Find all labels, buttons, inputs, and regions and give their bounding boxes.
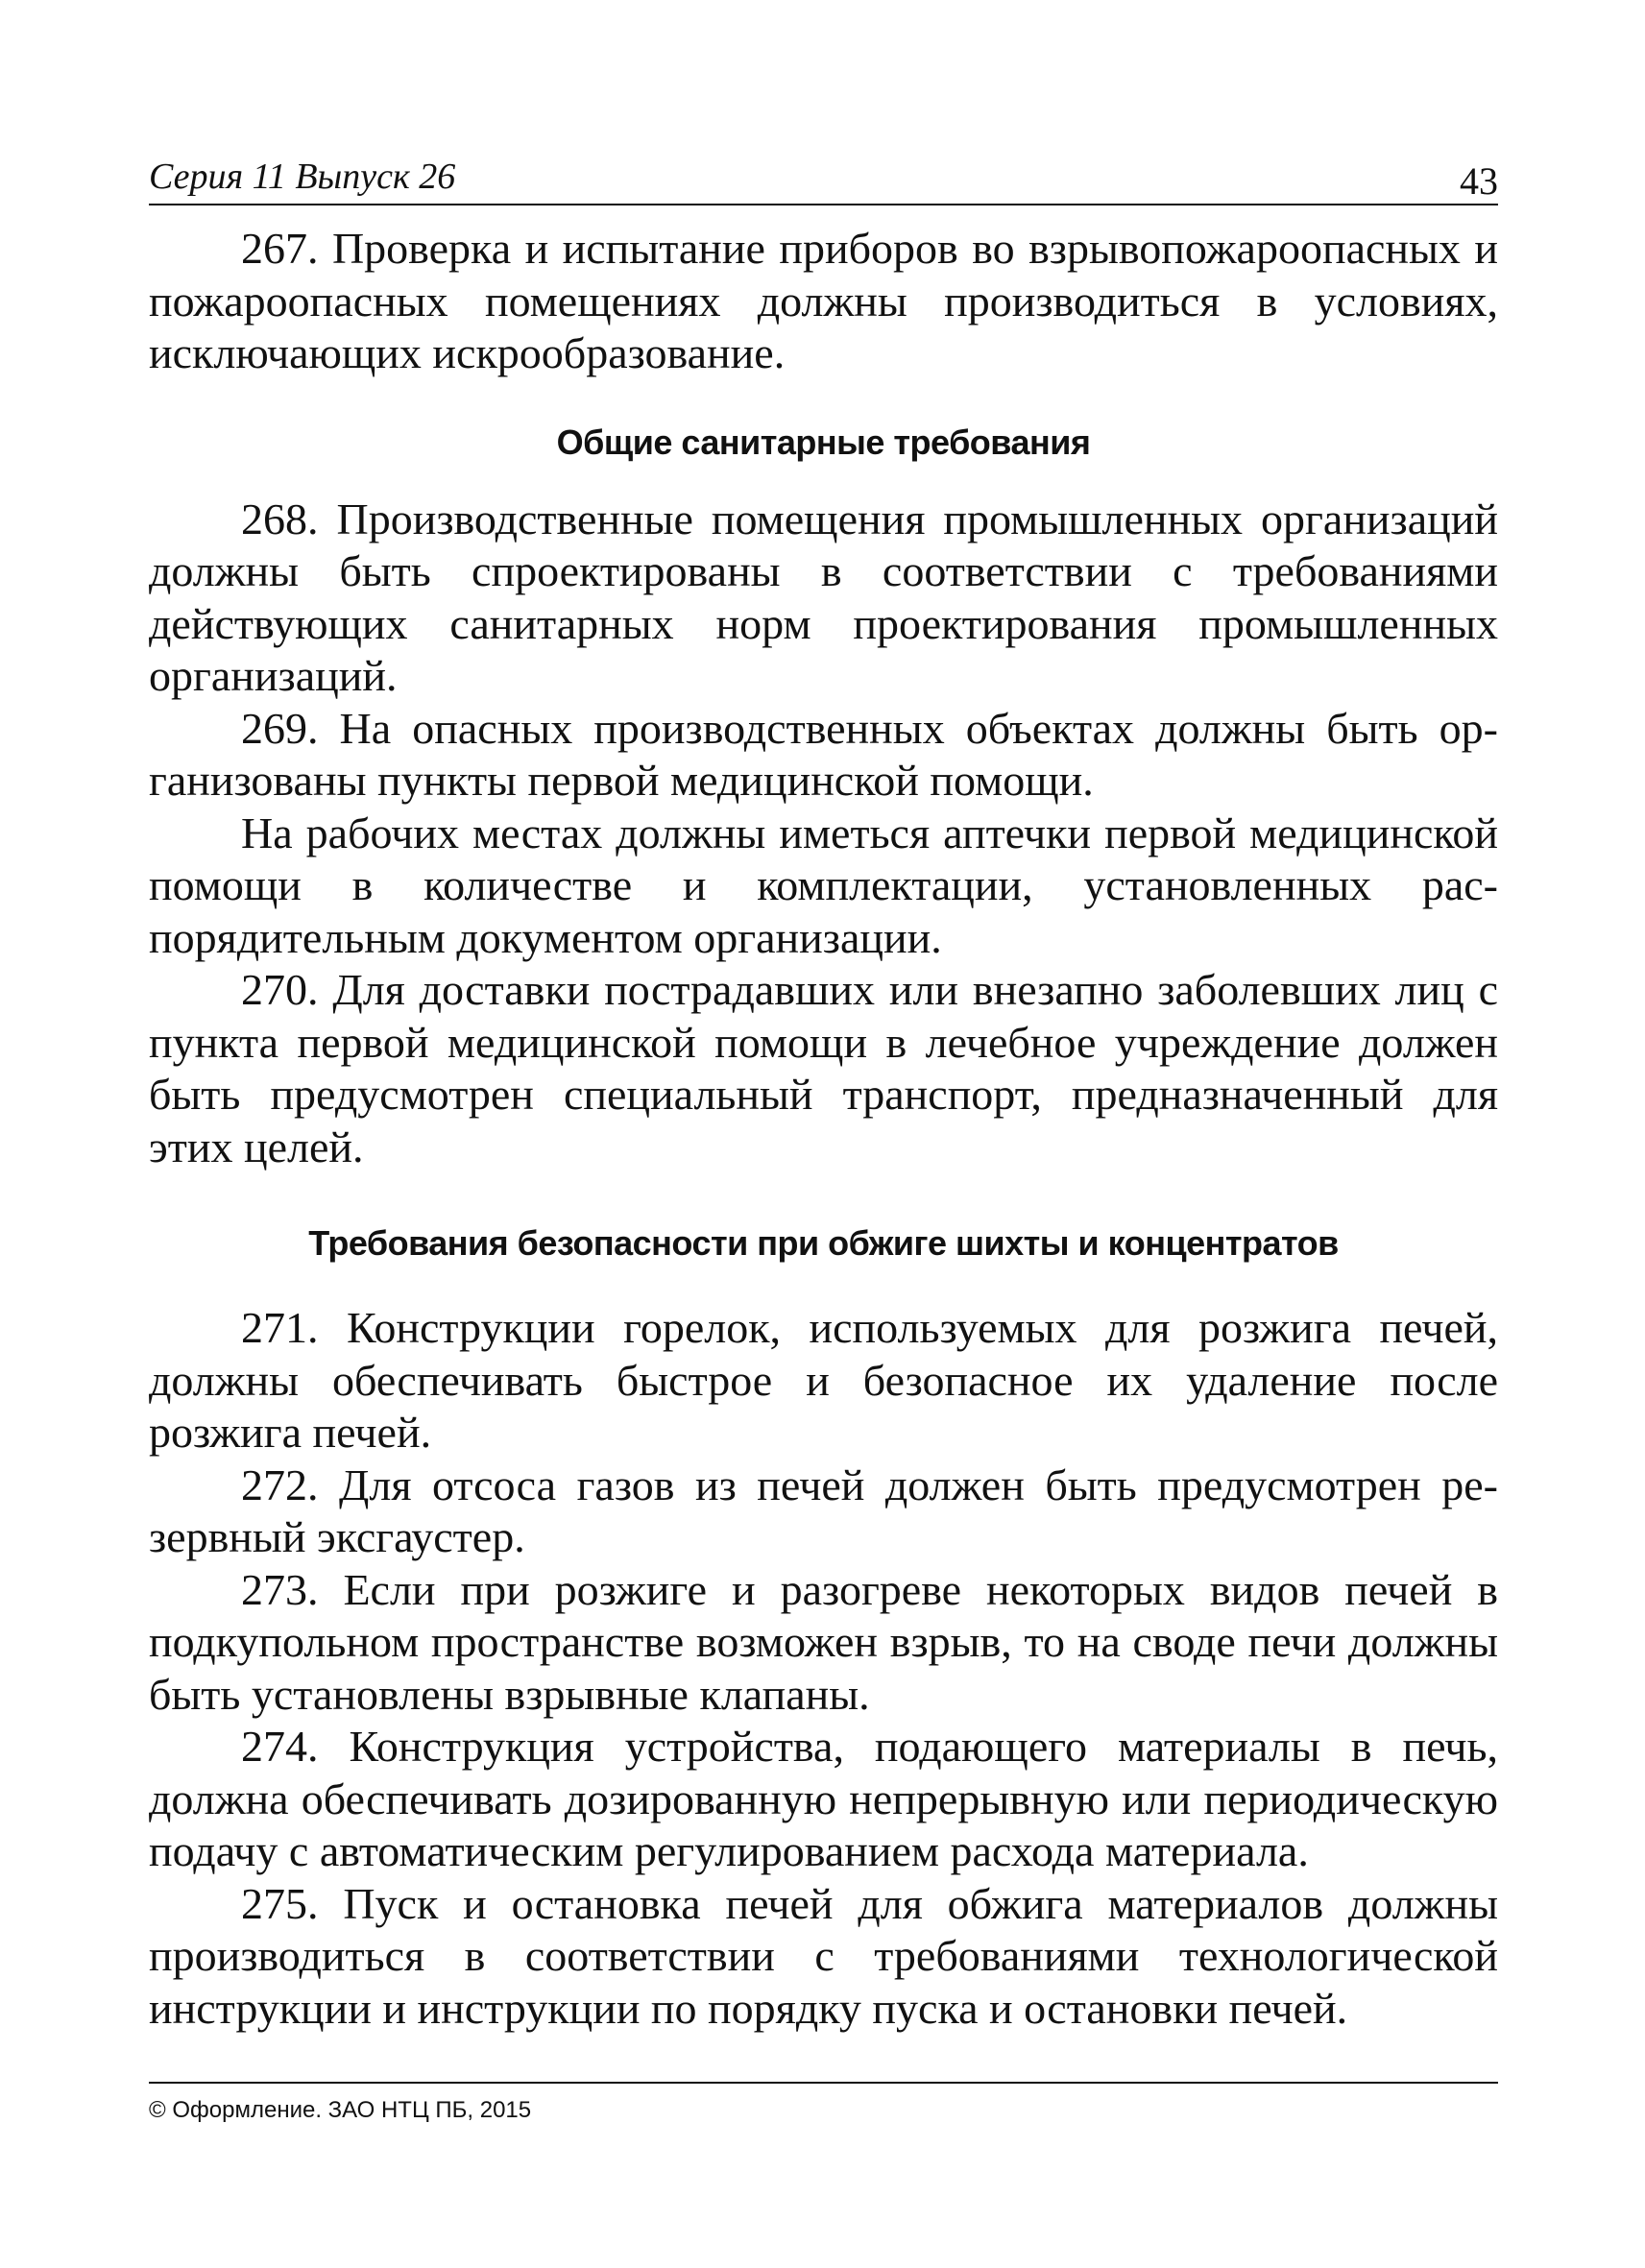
paragraph-272: 272. Для отсоса газов из печей должен быть предусмотрен резервный эксгаустер. — [149, 1460, 1498, 1561]
paragraph-269: 269. На опасных производственных объектах должны быть организованы пункты первой медицинской помощи. — [149, 703, 1498, 805]
section-title-sanitary: Общие санитарные требования — [556, 422, 1091, 462]
copyright-text: © Оформление. ЗАО НТЦ ПБ, 2015 — [149, 2097, 532, 2123]
paragraph-271: 271. Конструкции горелок, используемых для розжига печей, должны обеспечивать быстрое и безопасное их удаление после розжига печей. — [149, 1303, 1498, 1457]
body-text — [149, 223, 1498, 2035]
paragraph-274: 274. Конструкция устройства, подающего материалы в печь, должна обеспечивать дозированную непрерывную или периодическую подачу с автоматическим регулированием расхода материала. — [149, 1722, 1498, 1875]
series-label: Серия 11 Выпуск 26 — [149, 157, 456, 197]
document-page — [149, 144, 1498, 2035]
paragraph-269-continued: На рабочих местах должны иметься аптечки первой медицинской помощи в количестве и комплектации, установленных распорядительным документом организации. — [149, 808, 1498, 962]
section-title-roasting: Требования безопасности при обжиге шихты и концентратов — [308, 1223, 1339, 1263]
page-number: 43 — [1460, 159, 1498, 203]
running-header — [149, 144, 1498, 205]
paragraph-275: 275. Пуск и остановка печей для обжига материалов должны производиться в соответствии с требованиями технологической инструкции и инструкции по порядку пуска и остановки печей. — [149, 1878, 1498, 2033]
paragraph-270: 270. Для доставки пострадавших или внезапно заболевших лиц с пункта первой медицинской помощи в лечебное учреждение должен быть предусмотрен специальный транспорт, предназначенный для этих целей. — [149, 965, 1498, 1171]
paragraph-267: 267. Проверка и испытание приборов во взрывопожароопасных и пожароопасных помещениях должны производиться в условиях, исключающих искрообразование. — [149, 224, 1498, 377]
paragraph-273: 273. Если при розжиге и разогреве некоторых видов печей в подкупольном пространстве возможен взрыв, то на своде печи должны быть установлены взрывные клапаны. — [149, 1564, 1498, 1719]
paragraph-268: 268. Производственные помещения промышленных организаций должны быть спроектированы в соответствии с требованиями действующих санитарных норм проектирования промышленных организаций. — [149, 494, 1498, 700]
page-footer — [149, 2082, 1498, 2124]
